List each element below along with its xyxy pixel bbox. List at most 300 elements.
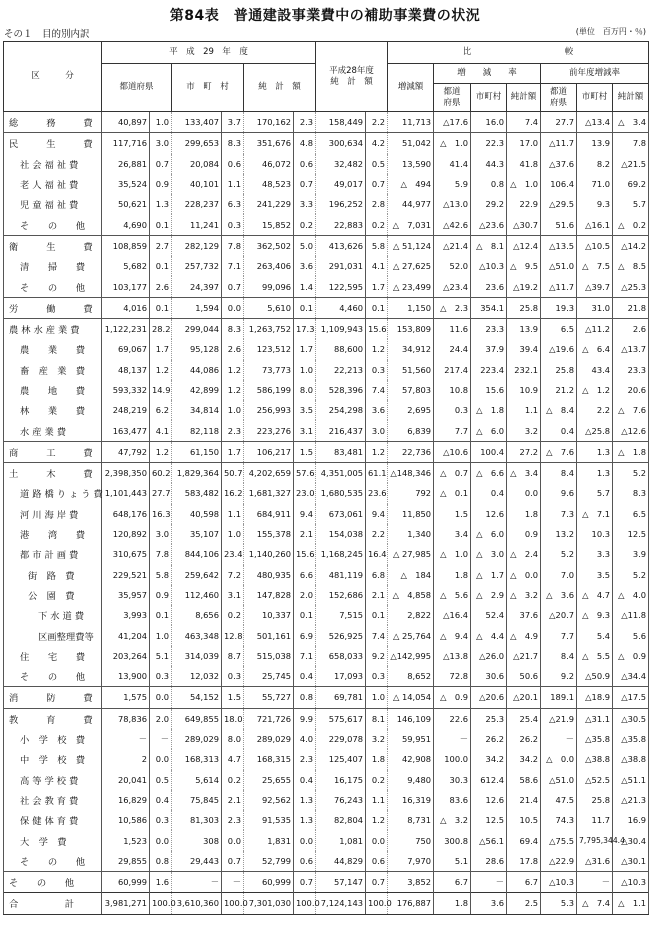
row-label-text: 農 林 水 産 業 費 (9, 325, 80, 337)
table-cell: △30.1 (613, 851, 649, 872)
table-cell: 22,736 (388, 441, 434, 462)
table-cell: 0.3 (434, 400, 471, 420)
table-cell: 1.6 (150, 871, 172, 892)
table-cell: 4.1 (366, 256, 388, 276)
row-label-text: そ の 他 (20, 282, 86, 294)
table-cell: 0.3 (150, 666, 172, 687)
table-cell: 30.6 (471, 666, 507, 687)
table-cell: 26.2 (507, 729, 541, 749)
table-cell: 2.2 (366, 524, 388, 544)
row-label-text: 水 産 業 費 (20, 426, 67, 438)
table-cell: 48,137 (102, 360, 150, 380)
table-cell: 34,814 (172, 400, 222, 420)
table-cell: 10,337 (244, 605, 294, 625)
header-p-pref: 都道 府県 (541, 84, 577, 112)
table-cell: 480,935 (244, 565, 294, 585)
table-cell: 15.6 (366, 318, 388, 339)
table-cell: △ 3.2 (434, 810, 471, 830)
table-cell: 76,243 (316, 790, 366, 810)
table-cell: △12.4 (507, 235, 541, 256)
table-cell: △20.1 (507, 687, 541, 708)
table-cell: 69.2 (613, 174, 649, 194)
table-cell: △10.3 (613, 871, 649, 892)
table-cell: 23.6 (366, 483, 388, 503)
table-cell: △ 1.8 (613, 441, 649, 462)
table-cell: 158,449 (316, 112, 366, 133)
table-cell: 46,072 (244, 154, 294, 174)
table-cell: 254,298 (316, 400, 366, 420)
table-cell: 120,892 (102, 524, 150, 544)
table-cell: △ 27,985 (388, 544, 434, 564)
table-cell: 14.9 (150, 380, 172, 400)
table-cell: 1,523 (102, 830, 150, 850)
table-cell: 1.1 (222, 504, 244, 524)
row-label-text: 住 宅 費 (20, 651, 86, 663)
table-cell: 100.0 (222, 893, 244, 914)
table-cell: △ 1.8 (471, 400, 507, 420)
row-label (4, 504, 102, 524)
table-cell: 8.7 (222, 646, 244, 666)
table-cell: △ 1.0 (507, 174, 541, 194)
table-cell: 57.6 (294, 463, 316, 484)
table-cell: 5.0 (294, 235, 316, 256)
table-row (4, 687, 649, 708)
table-cell: 1,575 (102, 687, 150, 708)
table-cell: 9.4 (366, 504, 388, 524)
table-cell: 0.7 (294, 871, 316, 892)
table-cell: 228,237 (172, 194, 222, 214)
row-label-text: 労 働 費 (9, 303, 93, 315)
table-cell: 3.1 (294, 420, 316, 441)
table-cell: 7,124,143 (316, 893, 366, 914)
table-cell: 108,859 (102, 235, 150, 256)
table-cell: 26,881 (102, 154, 150, 174)
table-cell: 60.2 (150, 463, 172, 484)
table-cell: 25.8 (507, 297, 541, 318)
table-cell: － (577, 871, 613, 892)
row-label-text: 衛 生 費 (9, 241, 93, 253)
table-cell: △10.6 (434, 441, 471, 462)
table-cell: △ 3.4 (507, 463, 541, 484)
row-label-text: 都 市 計 画 費 (20, 550, 79, 562)
table-cell: 5.6 (613, 625, 649, 645)
row-label (4, 544, 102, 564)
table-cell: 35,957 (102, 585, 150, 605)
table-cell: 95,128 (172, 339, 222, 359)
table-cell: 7.8 (222, 235, 244, 256)
table-cell: △ 1.0 (434, 133, 471, 154)
table-cell: 7,970 (388, 851, 434, 872)
table-cell: 2.0 (150, 708, 172, 729)
row-label-text: 社 会 福 祉 費 (20, 159, 79, 171)
table-cell: 12.6 (471, 790, 507, 810)
table-cell: 0.6 (366, 851, 388, 872)
table-cell: 133,407 (172, 112, 222, 133)
table-cell: 1.1 (366, 790, 388, 810)
table-row (4, 625, 649, 645)
table-cell: 58.6 (507, 770, 541, 790)
table-cell: 1.8 (366, 749, 388, 769)
table-cell: 0.0 (294, 830, 316, 850)
table-cell: 25,655 (244, 770, 294, 790)
table-cell: 792 (388, 483, 434, 503)
table-cell: △ 23,499 (388, 276, 434, 297)
table-cell: △ 9.5 (507, 256, 541, 276)
table-cell: △31.1 (577, 708, 613, 729)
header-c-pure: 純計額 (507, 84, 541, 112)
table-cell: 0.1 (366, 297, 388, 318)
table-cell: △21.7 (507, 646, 541, 666)
table-cell: △ 7.6 (613, 400, 649, 420)
table-cell: △ 0.2 (613, 214, 649, 235)
table-cell: 20,084 (172, 154, 222, 174)
table-cell: △ 51,124 (388, 235, 434, 256)
table-row (4, 154, 649, 174)
table-cell: △20.7 (541, 605, 577, 625)
table-cell: 593,332 (102, 380, 150, 400)
table-cell: 155,378 (244, 524, 294, 544)
header-compare: 比 較 (388, 42, 649, 64)
table-cell: △142,995 (388, 646, 434, 666)
table-cell: 1,168,245 (316, 544, 366, 564)
table-cell: 26.2 (471, 729, 507, 749)
table-row (4, 851, 649, 872)
row-label (4, 339, 102, 359)
table-cell: 147,828 (244, 585, 294, 605)
table-cell: 61,150 (172, 441, 222, 462)
table-cell: 1,101,443 (102, 483, 150, 503)
table-cell: 91,535 (244, 810, 294, 830)
table-cell: 0.3 (150, 810, 172, 830)
table-cell: △13.0 (434, 194, 471, 214)
table-cell: 123,512 (244, 339, 294, 359)
table-cell: △ 3.0 (471, 544, 507, 564)
row-label (4, 605, 102, 625)
table-cell: △13.8 (434, 646, 471, 666)
table-cell: 35,107 (172, 524, 222, 544)
table-cell: 3,852 (388, 871, 434, 892)
table-cell: 300,634 (316, 133, 366, 154)
row-label (4, 297, 102, 318)
table-cell: 3.5 (294, 400, 316, 420)
table-cell: 1.3 (294, 790, 316, 810)
table-cell: 2.5 (507, 893, 541, 914)
row-label (4, 174, 102, 194)
table-row (4, 504, 649, 524)
table-cell: △ 8.1 (471, 235, 507, 256)
table-cell: 27.2 (507, 441, 541, 462)
table-cell: 47,792 (102, 441, 150, 462)
table-cell: △19.2 (507, 276, 541, 297)
table-cell: 300.8 (434, 830, 471, 850)
row-label-text: 消 防 費 (9, 693, 93, 705)
table-cell: 3.0 (150, 133, 172, 154)
table-cell: 3,981,271 (102, 893, 150, 914)
table-row (4, 133, 649, 154)
table-cell: 1.0 (222, 400, 244, 420)
table-cell: 7.2 (222, 565, 244, 585)
table-cell: 51,042 (388, 133, 434, 154)
table-cell: △ 2.3 (434, 297, 471, 318)
table-cell: 37.9 (471, 339, 507, 359)
header-pref: 都道府県 (102, 64, 172, 112)
row-label-text: 港 湾 費 (20, 530, 86, 542)
table-cell: 17.0 (507, 133, 541, 154)
table-cell: 44,977 (388, 194, 434, 214)
table-cell: － (541, 729, 577, 749)
table-row (4, 830, 649, 850)
row-label (4, 790, 102, 810)
table-cell: 2.6 (222, 339, 244, 359)
row-label-text: 総 務 費 (9, 118, 93, 130)
table-cell: 0.1 (150, 297, 172, 318)
table-cell: 20.6 (613, 380, 649, 400)
table-cell: 362,502 (244, 235, 294, 256)
table-cell: 2.6 (150, 276, 172, 297)
table-cell: △ 8.5 (613, 256, 649, 276)
table-cell: △16.1 (577, 214, 613, 235)
table-cell: 4,016 (102, 297, 150, 318)
table-cell: △ 3.6 (541, 585, 577, 605)
table-cell: 481,119 (316, 565, 366, 585)
table-cell: 1.0 (366, 687, 388, 708)
table-cell: 2 (102, 749, 150, 769)
table-cell: 34.2 (507, 749, 541, 769)
table-cell: 6.7 (507, 871, 541, 892)
table-cell: 4.7 (222, 749, 244, 769)
table-cell: 2.1 (294, 524, 316, 544)
table-cell: △38.8 (613, 749, 649, 769)
table-cell: 1.5 (222, 687, 244, 708)
row-label (4, 194, 102, 214)
table-cell: 289,029 (172, 729, 222, 749)
row-label-text: 街 路 費 (28, 570, 75, 582)
table-cell: △ 7.5 (577, 256, 613, 276)
table-cell: 122,595 (316, 276, 366, 297)
unit-note: (単位 百万円・％) (575, 27, 646, 36)
table-cell: 5.3 (541, 893, 577, 914)
table-cell: 117,716 (102, 133, 150, 154)
row-label-text: 農 地 費 (20, 386, 86, 397)
table-row (4, 174, 649, 194)
table-cell: 8.1 (366, 708, 388, 729)
table-cell: 25.8 (577, 790, 613, 810)
table-cell: 5.7 (577, 483, 613, 503)
table-cell: 196,252 (316, 194, 366, 214)
table-cell: 15.6 (471, 380, 507, 400)
table-cell: － (434, 729, 471, 749)
table-cell: △37.6 (541, 154, 577, 174)
table-row (4, 400, 649, 420)
table-cell: △52.5 (577, 770, 613, 790)
table-cell: 168,313 (172, 749, 222, 769)
row-label (4, 830, 102, 850)
table-cell: 28.6 (471, 851, 507, 872)
table-row (4, 318, 649, 339)
table-cell: 82,118 (172, 420, 222, 441)
table-cell: 0.5 (150, 770, 172, 790)
table-cell: 22.9 (507, 194, 541, 214)
table-cell: 29,443 (172, 851, 222, 872)
row-label (4, 770, 102, 790)
row-label-text: そ の 他 (20, 856, 86, 868)
table-body (4, 112, 649, 915)
table-cell: 291,031 (316, 256, 366, 276)
table-cell: 81,303 (172, 810, 222, 830)
table-cell: 0.7 (150, 154, 172, 174)
table-cell: 0.7 (294, 174, 316, 194)
table-cell: － (172, 871, 222, 892)
row-label-text: そ の 他 (9, 878, 75, 890)
table-cell: 1.7 (294, 339, 316, 359)
table-cell: 10.8 (434, 380, 471, 400)
table-cell: 314,039 (172, 646, 222, 666)
table-cell: 9,480 (388, 770, 434, 790)
table-cell: 57,147 (316, 871, 366, 892)
table-cell: 575,617 (316, 708, 366, 729)
header-p-pure: 純計額 (613, 84, 649, 112)
table-cell: △ 1.2 (577, 380, 613, 400)
table-cell: 31.0 (577, 297, 613, 318)
table-cell: 3.2 (366, 729, 388, 749)
table-row (4, 770, 649, 790)
row-label (4, 565, 102, 585)
table-cell: 1.3 (577, 441, 613, 462)
row-label (4, 810, 102, 830)
table-cell: 1.7 (366, 276, 388, 297)
table-cell: 6.7 (434, 871, 471, 892)
table-cell: 3,610,360 (172, 893, 222, 914)
table-cell: 413,626 (316, 235, 366, 256)
row-label-text: 老 人 福 祉 費 (20, 180, 79, 192)
table-cell: △21.9 (541, 708, 577, 729)
table-cell: 17,093 (316, 666, 366, 687)
table-cell: 1.0 (150, 625, 172, 645)
table-cell: 0.0 (222, 830, 244, 850)
table-row (4, 297, 649, 318)
table-cell: △31.6 (577, 851, 613, 872)
table-cell: 25.8 (541, 360, 577, 380)
table-cell: 6.8 (366, 565, 388, 585)
table-cell: 12.5 (613, 524, 649, 544)
row-label-text: 林 業 費 (20, 406, 86, 418)
table-cell: 83.6 (434, 790, 471, 810)
table-cell: 154,038 (316, 524, 366, 544)
table-cell: 1,340 (388, 524, 434, 544)
table-cell: △ 9.4 (434, 625, 471, 645)
row-label (4, 893, 102, 914)
table-cell: 0.0 (222, 297, 244, 318)
table-cell: 223.4 (471, 360, 507, 380)
header-prev: 前年度増減率 (541, 64, 649, 84)
table-row (4, 810, 649, 830)
table-cell: 6.9 (294, 625, 316, 645)
row-label-text: 大 学 費 (20, 836, 67, 848)
table-cell: 44,086 (172, 360, 222, 380)
table-cell: 75,845 (172, 790, 222, 810)
table-cell: △ 6.0 (471, 524, 507, 544)
table-cell: 5,614 (172, 770, 222, 790)
table-cell: 0.7 (366, 871, 388, 892)
table-cell: 12.6 (471, 504, 507, 524)
table-cell: 5.4 (577, 625, 613, 645)
table-cell: 2.6 (613, 318, 649, 339)
table-row (4, 360, 649, 380)
header-c-muni: 市町村 (471, 84, 507, 112)
table-cell: 24,397 (172, 276, 222, 297)
table-cell: 6.2 (150, 400, 172, 420)
table-cell: △11.8 (613, 605, 649, 625)
table-cell: 152,686 (316, 585, 366, 605)
table-cell: 125,407 (316, 749, 366, 769)
table-cell: 0.1 (366, 605, 388, 625)
table-cell: 1.2 (222, 360, 244, 380)
table-cell: 0.1 (294, 297, 316, 318)
table-cell: 29.2 (471, 194, 507, 214)
table-cell: △ 4.4 (471, 625, 507, 645)
table-cell: 4,351,005 (316, 463, 366, 484)
table-cell: 2.2 (366, 112, 388, 133)
table-cell: 2.3 (222, 810, 244, 830)
table-cell: 8.3 (613, 483, 649, 503)
table-cell: 1.2 (150, 441, 172, 462)
table-cell: 30.3 (434, 770, 471, 790)
table-cell: 232.1 (507, 360, 541, 380)
table-cell: 0.3 (366, 666, 388, 687)
table-cell: △51.0 (541, 256, 577, 276)
table-cell: 100.0 (150, 893, 172, 914)
table-cell: 0.0 (150, 830, 172, 850)
row-label (4, 463, 102, 484)
table-cell: 3.9 (613, 544, 649, 564)
table-cell: 100.0 (366, 893, 388, 914)
row-label (4, 708, 102, 729)
table-cell: 3.5 (577, 565, 613, 585)
table-cell: 501,161 (244, 625, 294, 645)
table-cell: 163,477 (102, 420, 150, 441)
table-cell: 176,887 (388, 893, 434, 914)
table-cell: 99,096 (244, 276, 294, 297)
table-cell: 1,122,231 (102, 318, 150, 339)
table-cell: △21.4 (434, 235, 471, 256)
row-label (4, 441, 102, 462)
table-cell: △10.3 (471, 256, 507, 276)
table-cell: △13.5 (541, 235, 577, 256)
table-cell: 16,829 (102, 790, 150, 810)
table-cell: △ 0.0 (541, 749, 577, 769)
table-cell: 12.5 (471, 810, 507, 830)
table-cell: 7,515 (316, 605, 366, 625)
table-cell: 1.8 (507, 504, 541, 524)
table-cell: 12.8 (222, 625, 244, 645)
table-cell: 7.7 (434, 420, 471, 441)
table-cell: 0.4 (541, 420, 577, 441)
table-cell: 35,524 (102, 174, 150, 194)
table-cell: 257,732 (172, 256, 222, 276)
table-cell: 170,162 (244, 112, 294, 133)
table-cell: 16,319 (388, 790, 434, 810)
table-cell: △35.8 (613, 729, 649, 749)
row-label-text: 中 学 校 費 (20, 755, 86, 767)
table-cell: 1,831 (244, 830, 294, 850)
table-cell: 23.0 (294, 483, 316, 503)
table-row (4, 544, 649, 564)
table-cell: 0.2 (294, 214, 316, 235)
table-cell: △16.4 (434, 605, 471, 625)
subtitle: その１ 目的別内訳 (4, 29, 90, 40)
table-cell: △ 0.9 (613, 646, 649, 666)
table-cell: 1.2 (150, 360, 172, 380)
